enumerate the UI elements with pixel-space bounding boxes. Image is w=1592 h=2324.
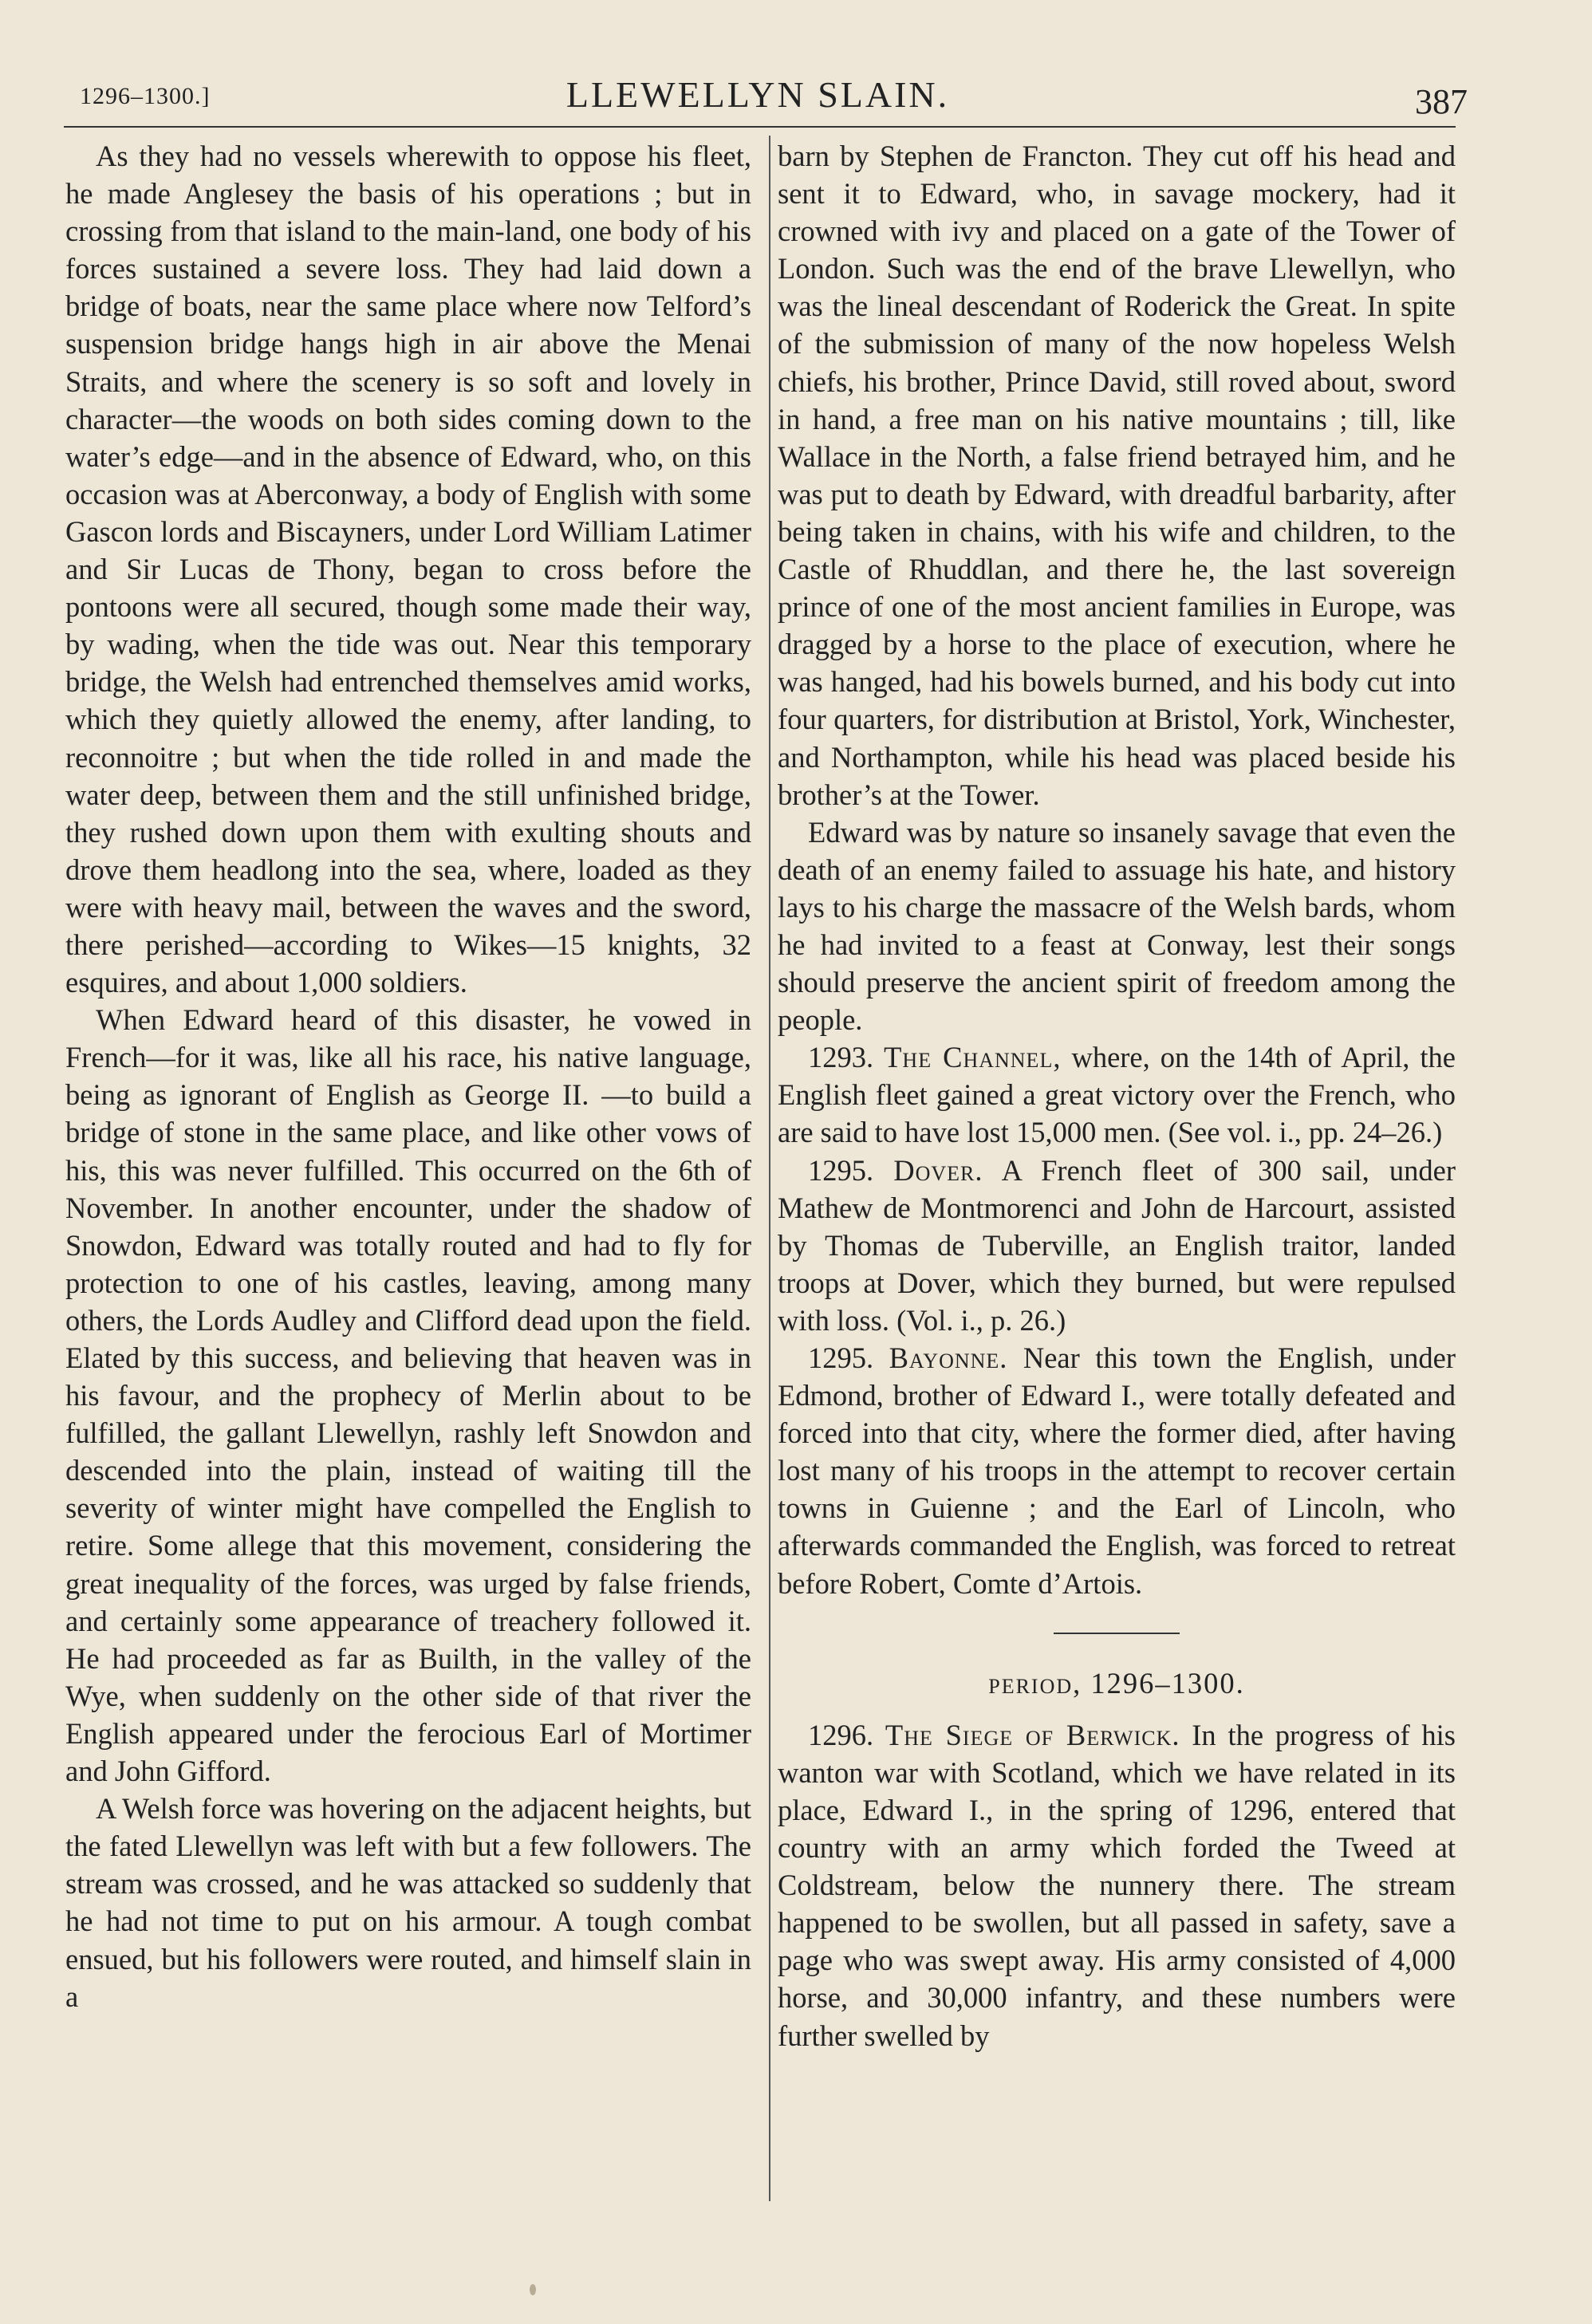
paragraph: A Welsh force was hovering on the adjacent heights, but the fated Llewellyn was left with but a few followers. The stream was crossed, and he was attacked so suddenly that he had not time to put on his armour. A tough combat ensued, but his followers were routed, and himself slain in a [65, 1792, 751, 2013]
left-column [65, 137, 751, 2015]
entry-place: Bayonne. [889, 1341, 1008, 1374]
entry-year: 1293. [808, 1041, 874, 1074]
header-date-range: 1296–1300.] [80, 83, 211, 109]
page-number: 387 [1415, 82, 1468, 121]
entry-text: where, on the 14th of April, the English fleet gained a great victory over the French, who are said to have lost 15,000 men. (See vol. i., pp. 24–26.) [778, 1041, 1456, 1149]
page-title: LLEWELLYN SLAIN. [565, 74, 950, 115]
entry-1296 [778, 1716, 1456, 2054]
entry-year: 1295. [808, 1341, 874, 1374]
paragraph: When Edward heard of this disaster, he vowed in French—for it was, like all his race, his native language, being as ignorant of English as George II. —to build a bridge of stone in the same place, and like other vows of his, this was never fulfilled. This occurred on the 6th of November. In another encounter, under the shadow of Snowdon, Edward was totally routed and had to fly for protection to one of his castles, leaving, among many others, the Lords Audley and Clifford dead upon the field. Elated by this success, and believing that heaven was in his favour, and the prophecy of Merlin about to be fulfilled, the gallant Llewellyn, rashly left Snowdon and descended into the plain, instead of waiting till the severity of winter might have compelled the English to retire. Some allege that this movement, considering the great inequality of the forces, was urged by false friends, and certainly some appearance of treachery followed it. He had proceeded as far as Builth, in the valley of the Wye, when suddenly on the other side of that river the English appeared under the ferocious Earl of Mortimer and John Gifford. [65, 1003, 751, 1788]
period-heading: period, 1296–1300. [988, 1666, 1245, 1700]
ink-smudge [530, 2284, 536, 2295]
running-header [48, 73, 1468, 129]
header-rule [64, 126, 1456, 128]
entry-text: A French fleet of 300 sail, under Mathew de Montmorenci and John de Harcourt, assisted by Thomas de Tuberville, an English traitor, landed troops at Dover, which they burned, but were repulsed with loss. (Vol. i., p. 26.) [778, 1153, 1456, 1337]
entry-year: 1295. [808, 1153, 874, 1187]
entry-year: 1296. [808, 1718, 874, 1751]
entry-place: The Channel, [884, 1041, 1062, 1074]
entry-text: Near this town the English, under Edmond, brother of Edward I., were totally defeated and forced into that city, where the former died, after having lost many of his troops in the attempt to recover certain towns in Guienne ; and the Earl of Lincoln, who afterwards commanded the English, was forced to retreat before Robert, Comte d’Artois. [778, 1341, 1456, 1600]
entry-1295-dover [778, 1152, 1456, 1339]
right-column [778, 137, 1456, 2054]
entry-place: The Siege of Berwick. [885, 1718, 1180, 1751]
entry-place: Dover. [893, 1153, 983, 1187]
paragraph: Edward was by nature so insanely savage that even the death of an enemy failed to assuage his hate, and history lays to his charge the massacre of the Welsh bards, whom he had invited to a feast at Conway, lest their songs should preserve the ancient spirit of freedom among the people. [778, 815, 1456, 1037]
entry-1293 [778, 1038, 1456, 1151]
paragraph: barn by Stephen de Francton. They cut off his head and sent it to Edward, who, in savage mockery, had it crowned with ivy and placed on a gate of the Tower of London. Such was the end of the brave Llewellyn, who was the lineal descendant of Roderick the Great. In spite of the submission of many of the now hopeless Welsh chiefs, his brother, Prince David, still roved about, sword in hand, a free man on his native mountains ; till, like Wallace in the North, a false friend betrayed him, and he was put to death by Edward, with dreadful barbarity, after being taken in chains, with his wife and children, to the Castle of Rhuddlan, and there he, the last sovereign prince of one of the most ancient families in Europe, was dragged by a horse to the place of execution, where he was hanged, had his bowels burned, and his body cut into four quarters, for distribution at Bristol, York, Winchester, and Northampton, while his head was placed beside his brother’s at the Tower. [778, 140, 1456, 811]
entry-1295-bayonne [778, 1339, 1456, 1602]
entry-text: In the progress of his wanton war with Scotland, which we have related in its place, Edward I., in the spring of 1296, entered that country with an army which forded the Tweed at Coldstream, below the nunnery there. The stream happened to be swollen, but all passed in safety, save a page who was swept away. His army consisted of 4,000 horse, and 30,000 infantry, and these numbers were further swelled by [778, 1718, 1456, 2052]
column-divider [769, 136, 770, 2201]
paragraph: As they had no vessels wherewith to oppose his fleet, he made Anglesey the basis of his operations ; but in crossing from that island to the main-land, one body of his forces sustained a severe loss. They had laid down a bridge of boats, near the same place where now Telford’s suspension bridge hangs high in air above the Menai Straits, and where the scenery is so soft and lovely in character—the woods on both sides coming down to the water’s edge—and in the absence of Edward, who, on this occasion was at Aberconway, a body of English with some Gascon lords and Biscayners, under Lord William Latimer and Sir Lucas de Thony, began to cross before the pontoons were all secured, though some made their way, by wading, when the tide was out. Near this temporary bridge, the Welsh had entrenched themselves amid works, which they quietly allowed the enemy, after landing, to reconnoitre ; but when the tide rolled in and made the water deep, between them and the still unfinished bridge, they rushed down upon them with exulting shouts and drove them headlong into the sea, where, loaded as they were with heavy mail, between the waves and the sword, there perished—according to Wikes—15 knights, 32 esquires, and about 1,000 soldiers. [65, 140, 751, 999]
section-rule [1054, 1633, 1180, 1634]
